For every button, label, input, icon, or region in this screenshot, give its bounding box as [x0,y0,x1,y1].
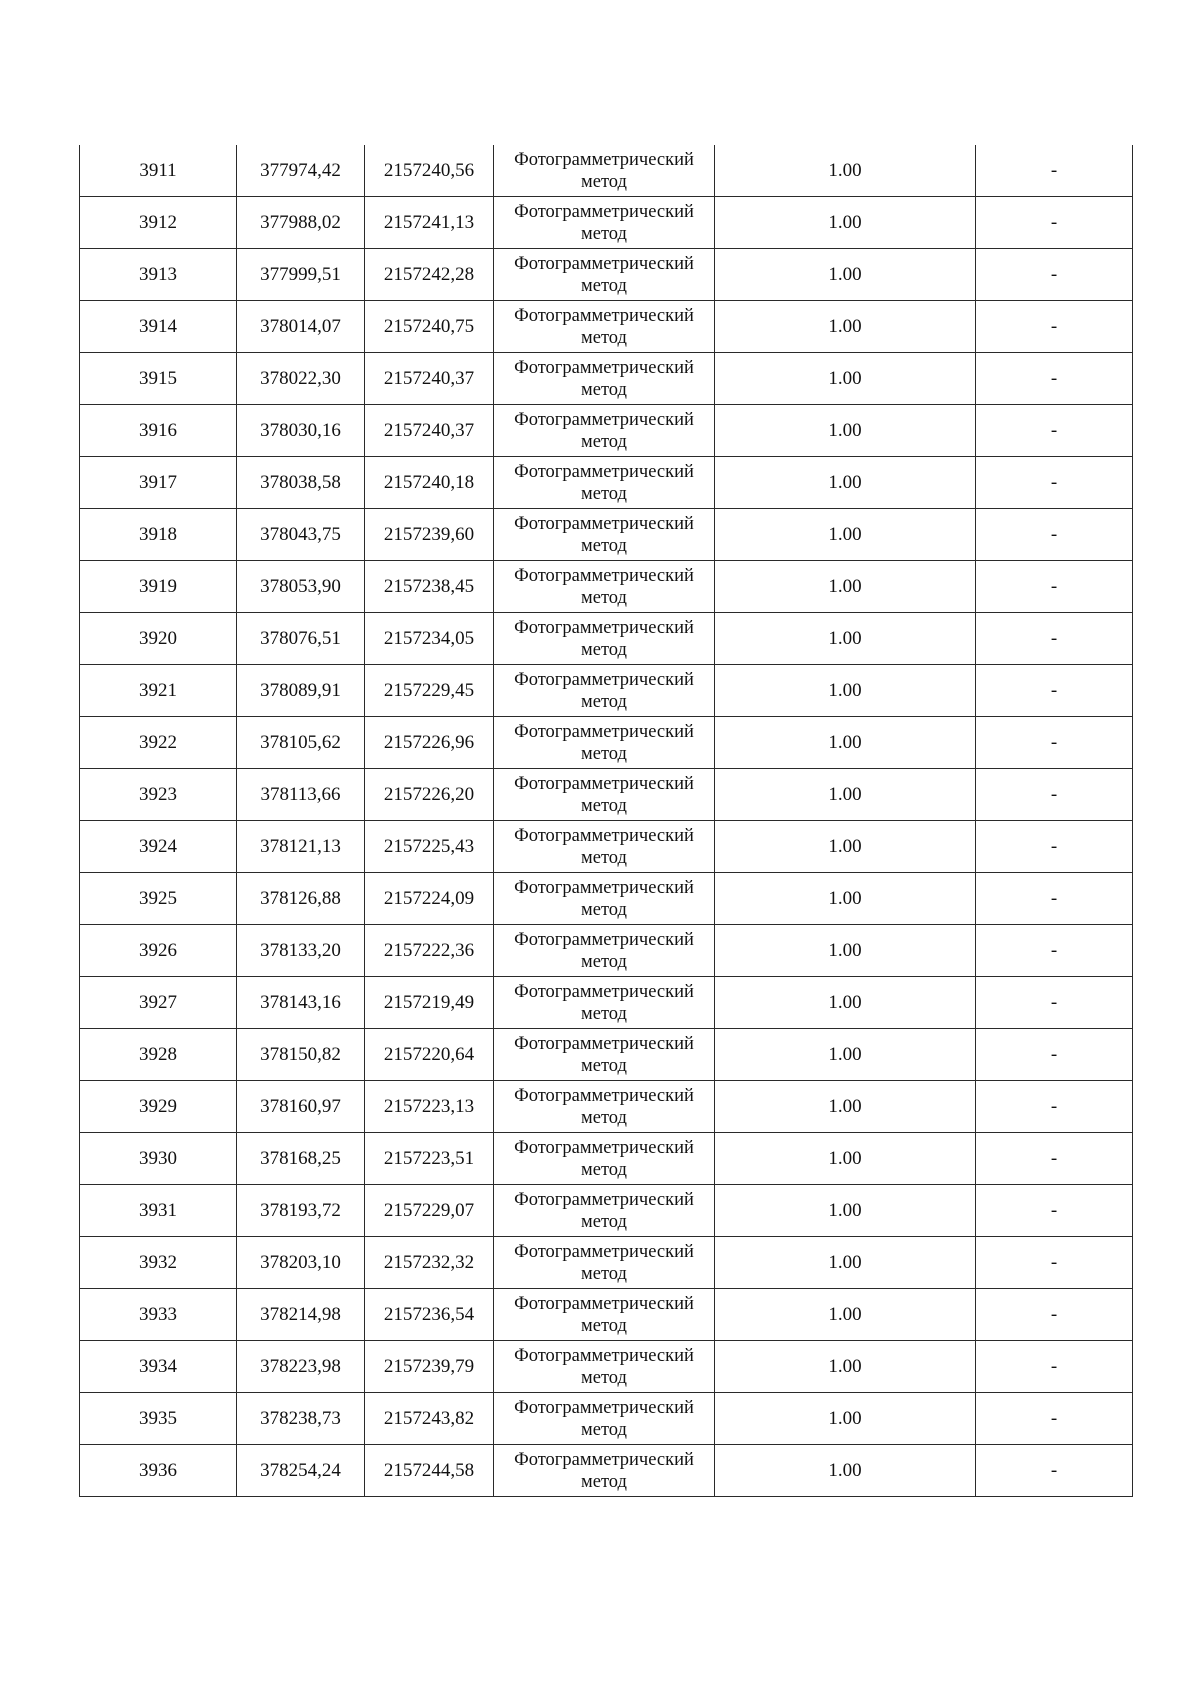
point-number-cell: 3913 [80,249,237,301]
note-cell: - [976,1029,1133,1081]
method-line-1: Фотограмметрический [514,825,694,846]
method-cell [494,873,715,925]
precision-cell: 1.00 [715,1133,976,1185]
y-coordinate-cell: 2157236,54 [365,1289,494,1341]
method-line-1: Фотограмметрический [514,721,694,742]
point-number-cell: 3931 [80,1185,237,1237]
precision-cell: 1.00 [715,1081,976,1133]
method-line-1: Фотограмметрический [514,305,694,326]
y-coordinate-cell: 2157226,20 [365,769,494,821]
precision-cell: 1.00 [715,509,976,561]
method-line-2: метод [581,1055,627,1076]
method-line-1: Фотограмметрический [514,773,694,794]
method-line-1: Фотограмметрический [514,461,694,482]
table-row [80,405,1133,457]
x-coordinate-cell: 378143,16 [237,977,365,1029]
y-coordinate-cell: 2157240,75 [365,301,494,353]
y-coordinate-cell: 2157229,07 [365,1185,494,1237]
precision-cell: 1.00 [715,197,976,249]
table-row [80,613,1133,665]
note-cell: - [976,509,1133,561]
x-coordinate-cell: 377974,42 [237,145,365,197]
method-cell [494,1237,715,1289]
method-cell [494,249,715,301]
table-row [80,561,1133,613]
point-number-cell: 3925 [80,873,237,925]
x-coordinate-cell: 378121,13 [237,821,365,873]
note-cell: - [976,1445,1133,1497]
point-number-cell: 3934 [80,1341,237,1393]
method-cell [494,977,715,1029]
x-coordinate-cell: 377988,02 [237,197,365,249]
method-line-2: метод [581,431,627,452]
method-cell [494,301,715,353]
method-line-1: Фотограмметрический [514,1085,694,1106]
table-row [80,717,1133,769]
point-number-cell: 3918 [80,509,237,561]
method-line-2: метод [581,639,627,660]
precision-cell: 1.00 [715,353,976,405]
method-line-1: Фотограмметрический [514,1189,694,1210]
precision-cell: 1.00 [715,1289,976,1341]
x-coordinate-cell: 377999,51 [237,249,365,301]
precision-cell: 1.00 [715,717,976,769]
table-row [80,145,1133,197]
method-line-1: Фотограмметрический [514,409,694,430]
method-cell [494,769,715,821]
note-cell: - [976,145,1133,197]
y-coordinate-cell: 2157225,43 [365,821,494,873]
note-cell: - [976,457,1133,509]
y-coordinate-cell: 2157223,51 [365,1133,494,1185]
method-line-2: метод [581,1419,627,1440]
method-cell [494,197,715,249]
x-coordinate-cell: 378168,25 [237,1133,365,1185]
precision-cell: 1.00 [715,821,976,873]
method-line-2: метод [581,899,627,920]
note-cell: - [976,301,1133,353]
table-row [80,1393,1133,1445]
table-row [80,1185,1133,1237]
y-coordinate-cell: 2157222,36 [365,925,494,977]
coordinates-table-body [80,145,1133,1497]
method-line-1: Фотограмметрический [514,981,694,1002]
method-line-2: метод [581,691,627,712]
point-number-cell: 3920 [80,613,237,665]
method-cell [494,1393,715,1445]
x-coordinate-cell: 378089,91 [237,665,365,717]
y-coordinate-cell: 2157240,18 [365,457,494,509]
x-coordinate-cell: 378043,75 [237,509,365,561]
table-row [80,1029,1133,1081]
method-line-1: Фотограмметрический [514,357,694,378]
table-row [80,1289,1133,1341]
table-row [80,665,1133,717]
x-coordinate-cell: 378014,07 [237,301,365,353]
note-cell: - [976,1237,1133,1289]
point-number-cell: 3916 [80,405,237,457]
point-number-cell: 3922 [80,717,237,769]
note-cell: - [976,717,1133,769]
precision-cell: 1.00 [715,145,976,197]
precision-cell: 1.00 [715,769,976,821]
method-cell [494,821,715,873]
note-cell: - [976,1341,1133,1393]
y-coordinate-cell: 2157223,13 [365,1081,494,1133]
method-line-1: Фотограмметрический [514,877,694,898]
table-row [80,301,1133,353]
method-line-1: Фотограмметрический [514,617,694,638]
y-coordinate-cell: 2157243,82 [365,1393,494,1445]
method-line-2: метод [581,1367,627,1388]
y-coordinate-cell: 2157240,56 [365,145,494,197]
precision-cell: 1.00 [715,1185,976,1237]
method-cell [494,613,715,665]
table-row [80,925,1133,977]
precision-cell: 1.00 [715,561,976,613]
note-cell: - [976,873,1133,925]
method-cell [494,1133,715,1185]
table-row [80,353,1133,405]
point-number-cell: 3912 [80,197,237,249]
y-coordinate-cell: 2157239,79 [365,1341,494,1393]
table-row [80,821,1133,873]
x-coordinate-cell: 378203,10 [237,1237,365,1289]
method-line-2: метод [581,795,627,816]
note-cell: - [976,1393,1133,1445]
method-line-1: Фотограмметрический [514,253,694,274]
method-line-1: Фотограмметрический [514,513,694,534]
precision-cell: 1.00 [715,1029,976,1081]
point-number-cell: 3933 [80,1289,237,1341]
note-cell: - [976,665,1133,717]
y-coordinate-cell: 2157239,60 [365,509,494,561]
y-coordinate-cell: 2157229,45 [365,665,494,717]
y-coordinate-cell: 2157219,49 [365,977,494,1029]
table-row [80,873,1133,925]
note-cell: - [976,405,1133,457]
x-coordinate-cell: 378105,62 [237,717,365,769]
method-cell [494,1341,715,1393]
precision-cell: 1.00 [715,977,976,1029]
method-line-2: метод [581,1211,627,1232]
point-number-cell: 3928 [80,1029,237,1081]
method-line-2: метод [581,171,627,192]
x-coordinate-cell: 378053,90 [237,561,365,613]
method-line-2: метод [581,275,627,296]
x-coordinate-cell: 378238,73 [237,1393,365,1445]
point-number-cell: 3914 [80,301,237,353]
method-line-2: метод [581,1263,627,1284]
point-number-cell: 3923 [80,769,237,821]
method-cell [494,509,715,561]
method-cell [494,1081,715,1133]
precision-cell: 1.00 [715,301,976,353]
table-row [80,1081,1133,1133]
x-coordinate-cell: 378214,98 [237,1289,365,1341]
precision-cell: 1.00 [715,1393,976,1445]
method-cell [494,1029,715,1081]
note-cell: - [976,613,1133,665]
method-cell [494,353,715,405]
method-line-2: метод [581,587,627,608]
y-coordinate-cell: 2157244,58 [365,1445,494,1497]
x-coordinate-cell: 378133,20 [237,925,365,977]
point-number-cell: 3924 [80,821,237,873]
method-cell [494,1289,715,1341]
method-cell [494,665,715,717]
method-line-1: Фотограмметрический [514,669,694,690]
precision-cell: 1.00 [715,873,976,925]
precision-cell: 1.00 [715,613,976,665]
method-line-2: метод [581,1107,627,1128]
y-coordinate-cell: 2157241,13 [365,197,494,249]
x-coordinate-cell: 378160,97 [237,1081,365,1133]
note-cell: - [976,1289,1133,1341]
point-number-cell: 3927 [80,977,237,1029]
x-coordinate-cell: 378126,88 [237,873,365,925]
method-cell [494,457,715,509]
method-line-2: метод [581,1159,627,1180]
table-row [80,197,1133,249]
note-cell: - [976,197,1133,249]
method-cell [494,925,715,977]
x-coordinate-cell: 378113,66 [237,769,365,821]
table-row [80,509,1133,561]
method-cell [494,145,715,197]
method-line-2: метод [581,951,627,972]
note-cell: - [976,977,1133,1029]
point-number-cell: 3936 [80,1445,237,1497]
x-coordinate-cell: 378022,30 [237,353,365,405]
method-line-2: метод [581,847,627,868]
note-cell: - [976,1185,1133,1237]
precision-cell: 1.00 [715,925,976,977]
method-line-1: Фотограмметрический [514,565,694,586]
method-cell [494,561,715,613]
method-line-1: Фотограмметрический [514,1397,694,1418]
y-coordinate-cell: 2157242,28 [365,249,494,301]
note-cell: - [976,561,1133,613]
x-coordinate-cell: 378030,16 [237,405,365,457]
method-line-1: Фотограмметрический [514,1449,694,1470]
x-coordinate-cell: 378223,98 [237,1341,365,1393]
precision-cell: 1.00 [715,1445,976,1497]
method-cell [494,1445,715,1497]
point-number-cell: 3921 [80,665,237,717]
point-number-cell: 3917 [80,457,237,509]
note-cell: - [976,353,1133,405]
point-number-cell: 3935 [80,1393,237,1445]
y-coordinate-cell: 2157238,45 [365,561,494,613]
precision-cell: 1.00 [715,405,976,457]
method-line-2: метод [581,1315,627,1336]
y-coordinate-cell: 2157240,37 [365,405,494,457]
note-cell: - [976,249,1133,301]
method-line-2: метод [581,379,627,400]
table-row [80,249,1133,301]
method-line-2: метод [581,1003,627,1024]
method-line-1: Фотограмметрический [514,201,694,222]
y-coordinate-cell: 2157226,96 [365,717,494,769]
point-number-cell: 3915 [80,353,237,405]
x-coordinate-cell: 378150,82 [237,1029,365,1081]
method-line-1: Фотограмметрический [514,149,694,170]
x-coordinate-cell: 378254,24 [237,1445,365,1497]
method-cell [494,717,715,769]
table-row [80,1237,1133,1289]
point-number-cell: 3919 [80,561,237,613]
method-line-2: метод [581,535,627,556]
precision-cell: 1.00 [715,1237,976,1289]
method-line-1: Фотограмметрический [514,1033,694,1054]
precision-cell: 1.00 [715,1341,976,1393]
y-coordinate-cell: 2157224,09 [365,873,494,925]
table-row [80,1133,1133,1185]
note-cell: - [976,1081,1133,1133]
table-row [80,1341,1133,1393]
point-number-cell: 3930 [80,1133,237,1185]
method-line-2: метод [581,223,627,244]
x-coordinate-cell: 378038,58 [237,457,365,509]
note-cell: - [976,769,1133,821]
method-line-1: Фотограмметрический [514,1293,694,1314]
method-line-1: Фотограмметрический [514,1345,694,1366]
precision-cell: 1.00 [715,665,976,717]
method-line-2: метод [581,743,627,764]
method-line-2: метод [581,483,627,504]
note-cell: - [976,1133,1133,1185]
table-row [80,457,1133,509]
method-line-2: метод [581,1471,627,1492]
precision-cell: 1.00 [715,249,976,301]
method-line-2: метод [581,327,627,348]
table-row [80,769,1133,821]
method-line-1: Фотограмметрический [514,1241,694,1262]
point-number-cell: 3926 [80,925,237,977]
point-number-cell: 3932 [80,1237,237,1289]
note-cell: - [976,821,1133,873]
method-cell [494,1185,715,1237]
point-number-cell: 3911 [80,145,237,197]
point-number-cell: 3929 [80,1081,237,1133]
note-cell: - [976,925,1133,977]
coordinates-table [79,145,1133,1497]
precision-cell: 1.00 [715,457,976,509]
method-cell [494,405,715,457]
y-coordinate-cell: 2157240,37 [365,353,494,405]
y-coordinate-cell: 2157232,32 [365,1237,494,1289]
y-coordinate-cell: 2157234,05 [365,613,494,665]
method-line-1: Фотограмметрический [514,1137,694,1158]
table-row [80,1445,1133,1497]
y-coordinate-cell: 2157220,64 [365,1029,494,1081]
table-row [80,977,1133,1029]
x-coordinate-cell: 378193,72 [237,1185,365,1237]
method-line-1: Фотограмметрический [514,929,694,950]
x-coordinate-cell: 378076,51 [237,613,365,665]
